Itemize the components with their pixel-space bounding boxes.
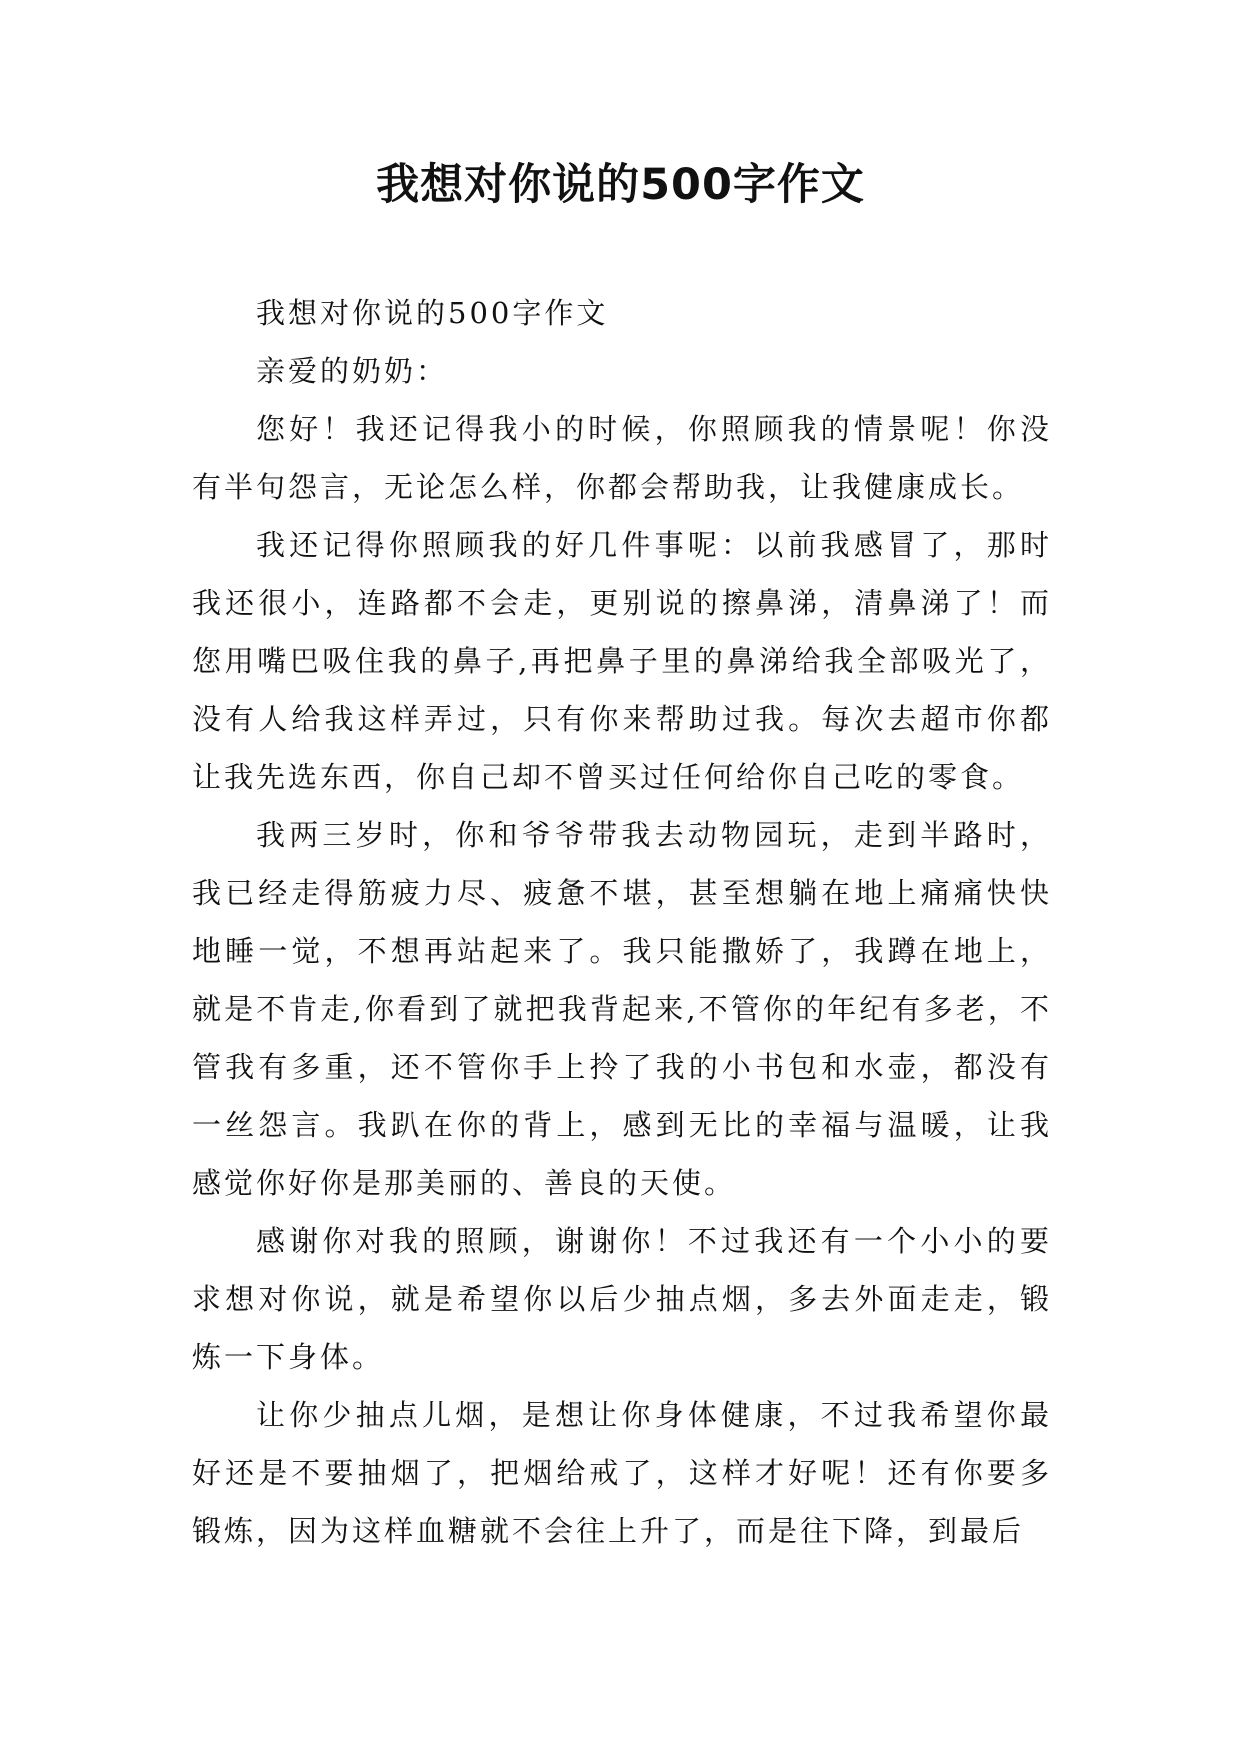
paragraph: 您好！我还记得我小的时候，你照顾我的情景呢！你没有半句怨言，无论怎么样，你都会帮助我，让我健康成长。 — [192, 412, 1052, 504]
paragraph-salutation: 亲爱的奶奶： — [256, 354, 449, 388]
document-title: 我想对你说的500字作文 — [376, 160, 865, 210]
paragraph: 我还记得你照顾我的好几件事呢：以前我感冒了，那时我还很小，连路都不会走，更别说的擦鼻涕，清鼻涕了！而您用嘴巴吸住我的鼻子,再把鼻子里的鼻涕给我全部吸光了，没有人给我这样弄过，只有你来帮助过我。每次去超市你都让我先选东西，你自己却不曾买过任何给你自己吃的零食。 — [192, 528, 1052, 794]
paragraph: 让你少抽点儿烟，是想让你身体健康，不过我希望你最好还是不要抽烟了，把烟给戒了，这样才好呢！还有你要多锻炼，因为这样血糖就不会往上升了，而是往下降，到最后 — [192, 1398, 1052, 1548]
paragraph: 我两三岁时，你和爷爷带我去动物园玩，走到半路时，我已经走得筋疲力尽、疲惫不堪，甚至想躺在地上痛痛快快地睡一觉，不想再站起来了。我只能撒娇了，我蹲在地上，就是不肯走,你看到了就把我背起来,不管你的年纪有多老，不管我有多重，还不管你手上拎了我的小书包和水壶，都没有一丝怨言。我趴在你的背上，感到无比的幸福与温暖，让我感觉你好你是那美丽的、善良的天使。 — [192, 818, 1052, 1200]
paragraph: 感谢你对我的照顾，谢谢你！不过我还有一个小小的要求想对你说，就是希望你以后少抽点烟，多去外面走走，锻炼一下身体。 — [192, 1224, 1052, 1374]
document-body — [192, 284, 1052, 1560]
paragraph-subtitle: 我想对你说的500字作文 — [256, 296, 609, 330]
